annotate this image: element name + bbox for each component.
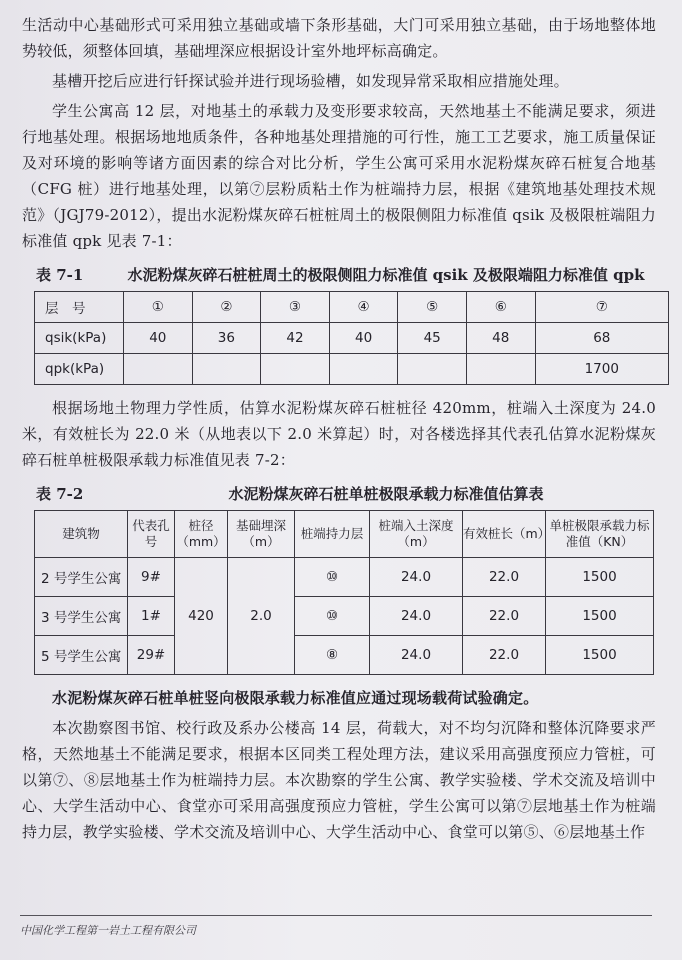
table-cell: 24.0 xyxy=(370,636,463,675)
table-row xyxy=(35,292,669,323)
table-cell: ⑥ xyxy=(466,292,535,323)
table-number: 表 7-2 xyxy=(36,485,84,503)
table-7-1 xyxy=(34,291,669,385)
table-header-row xyxy=(35,511,654,558)
table-cell: 2.0 xyxy=(228,558,295,675)
table-cell: 5 号学生公寓 xyxy=(35,636,128,675)
table-cell: qpk(kPa) xyxy=(35,354,124,385)
table-cell: qsik(kPa) xyxy=(35,323,124,354)
table-cell: 29# xyxy=(128,636,175,675)
table-cell: 420 xyxy=(175,558,228,675)
table-cell: 1500 xyxy=(546,558,654,597)
table-row xyxy=(35,636,654,675)
table-cell: ⑤ xyxy=(398,292,467,323)
page-footer: 中国化学工程第一岩土工程有限公司 xyxy=(20,915,652,938)
column-header: 有效桩长（m） xyxy=(463,511,546,558)
table-cell xyxy=(261,354,330,385)
table-cell: 1# xyxy=(128,597,175,636)
table-title: 水泥粉煤灰碎石桩单桩极限承载力标准值估算表 xyxy=(228,485,544,503)
table-cell: 22.0 xyxy=(463,597,546,636)
table-cell: 2 号学生公寓 xyxy=(35,558,128,597)
table-number: 表 7-1 xyxy=(36,266,84,284)
column-header: 单桩极限承载力标准值（KN） xyxy=(546,511,654,558)
table-cell: 1500 xyxy=(546,636,654,675)
table-cell: 24.0 xyxy=(370,558,463,597)
paragraph: 根据场地土物理力学性质，估算水泥粉煤灰碎石桩桩径 420mm，桩端入土深度为 24.0 米，有效桩长为 22.0 米（从地表以下 2.0 米算起）时，对各楼选择其代表孔估算水泥粉煤灰碎石桩单桩极限承载力标准值见表 7-2： xyxy=(22,399,656,469)
table-cell: 48 xyxy=(466,323,535,354)
column-header: 代表孔号 xyxy=(128,511,175,558)
paragraph: 水泥粉煤灰碎石桩单桩竖向极限承载力标准值应通过现场载荷试验确定。 xyxy=(52,689,539,707)
table-7-2 xyxy=(34,510,654,675)
table-cell: ⑩ xyxy=(295,597,370,636)
table-caption xyxy=(22,483,656,504)
table-cell: 1500 xyxy=(546,597,654,636)
column-header: 桩端入土深度（m） xyxy=(370,511,463,558)
table-cell: 45 xyxy=(398,323,467,354)
table-cell: 1700 xyxy=(535,354,668,385)
table-row xyxy=(35,354,669,385)
table-cell: ⑦ xyxy=(535,292,668,323)
table-caption xyxy=(22,264,656,285)
column-header: 桩端持力层 xyxy=(295,511,370,558)
paragraph: 学生公寓高 12 层，对地基土的承载力及变形要求较高，天然地基土不能满足要求，须进行地基处理。根据场地地质条件，各种地基处理措施的可行性，施工工艺要求，施工质量保证及对环境的影响等诸方面因素的综合对比分析，学生公寓可采用水泥粉煤灰碎石桩复合地基（CFG 桩）进行地基处理，以第⑦层粉质粘土作为桩端持力层，根据《建筑地基处理技术规范》（JGJ79-2012），提出水泥粉煤灰碎石桩桩周土的极限侧阻力标准值 qsik 及极限桩端阻力标准值 qpk 见表 7-1： xyxy=(22,102,656,250)
paragraph: 本次勘察图书馆、校行政及系办公楼高 14 层，荷载大，对不均匀沉降和整体沉降要求严格，天然地基土不能满足要求，根据本区同类工程处理方法，建议采用高强度预应力管桩，可以第⑦、⑧层地基土作为桩端持力层。本次勘察的学生公寓、教学实验楼、学术交流及培训中心、大学生活动中心、食堂亦可采用高强度预应力管桩，学生公寓可以第⑦层地基土作为桩端持力层，教学实验楼、学术交流及培训中心、大学生活动中心、食堂可以第⑤、⑥层地基土作 xyxy=(22,719,656,841)
table-cell: ⑧ xyxy=(295,636,370,675)
table-cell: 9# xyxy=(128,558,175,597)
table-cell: ① xyxy=(124,292,193,323)
column-header: 建筑物 xyxy=(35,511,128,558)
table-cell: ④ xyxy=(329,292,398,323)
table-cell: 22.0 xyxy=(463,558,546,597)
table-row xyxy=(35,558,654,597)
column-header: 基础埋深（m） xyxy=(228,511,295,558)
table-cell: 层 号 xyxy=(35,292,124,323)
table-cell: 3 号学生公寓 xyxy=(35,597,128,636)
table-cell: 22.0 xyxy=(463,636,546,675)
table-cell: 40 xyxy=(329,323,398,354)
table-row xyxy=(35,323,669,354)
table-cell: 36 xyxy=(192,323,261,354)
table-cell: ② xyxy=(192,292,261,323)
table-cell xyxy=(466,354,535,385)
paragraph: 生活动中心基础形式可采用独立基础或墙下条形基础，大门可采用独立基础，由于场地整体地势较低，须整体回填，基础埋深应根据设计室外地坪标高确定。 xyxy=(22,16,656,60)
table-cell: 42 xyxy=(261,323,330,354)
table-cell xyxy=(192,354,261,385)
table-cell xyxy=(124,354,193,385)
table-title: 水泥粉煤灰碎石桩桩周土的极限侧阻力标准值 qsik 及极限端阻力标准值 qpk xyxy=(127,266,645,284)
column-header: 桩径（mm） xyxy=(175,511,228,558)
paragraph: 基槽开挖后应进行钎探试验并进行现场验槽，如发现异常采取相应措施处理。 xyxy=(52,72,569,90)
table-cell: ⑩ xyxy=(295,558,370,597)
table-row xyxy=(35,597,654,636)
table-cell xyxy=(329,354,398,385)
table-cell: 40 xyxy=(124,323,193,354)
table-cell: ③ xyxy=(261,292,330,323)
table-cell xyxy=(398,354,467,385)
table-cell: 24.0 xyxy=(370,597,463,636)
table-cell: 68 xyxy=(535,323,668,354)
